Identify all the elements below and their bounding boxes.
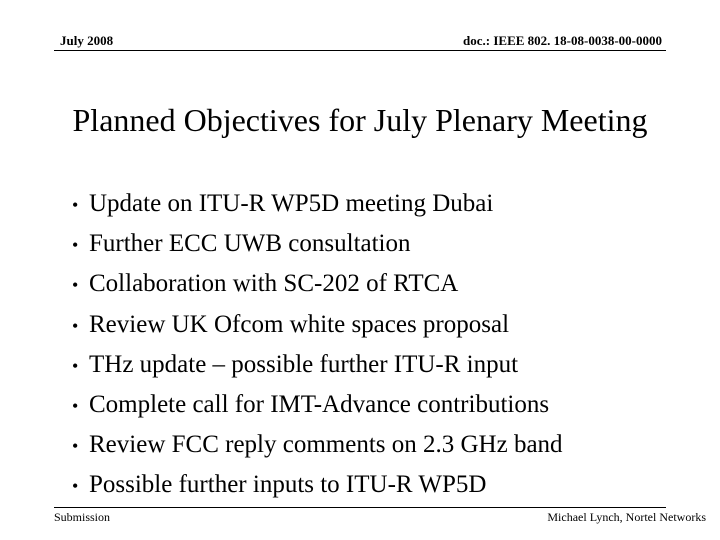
bullet-item	[72, 425, 563, 465]
bullet-icon: •	[72, 275, 79, 296]
footer-author: Michael Lynch, Nortel Networks	[547, 510, 706, 524]
bullet-text: Collaboration with SC-202 of RTCA	[89, 270, 459, 298]
bullet-icon: •	[72, 235, 79, 256]
bullet-item	[72, 465, 563, 505]
bullet-icon: •	[72, 476, 79, 497]
bullet-icon: •	[72, 355, 79, 376]
bullet-text: Review UK Ofcom white spaces proposal	[89, 310, 510, 338]
slide-title: Planned Objectives for July Plenary Meeting	[72, 102, 648, 138]
bullet-icon: •	[72, 436, 79, 457]
bullet-text: Complete call for IMT-Advance contributions	[89, 390, 550, 418]
header-date: July 2008	[60, 33, 114, 48]
bullet-text: Further ECC UWB consultation	[89, 230, 411, 258]
bullet-item	[72, 385, 563, 425]
bullet-item	[72, 305, 563, 345]
header-divider	[54, 50, 666, 51]
bullet-icon: •	[72, 395, 79, 416]
bullet-item	[72, 264, 563, 304]
bullet-text: THz update – possible further ITU-R input	[89, 350, 519, 378]
header-document-id: doc.: IEEE 802. 18-08-0038-00-0000	[463, 33, 662, 48]
bullet-icon: •	[72, 315, 79, 336]
bullet-text: Review FCC reply comments on 2.3 GHz band	[89, 431, 563, 459]
bullet-text: Possible further inputs to ITU-R WP5D	[89, 471, 487, 499]
footer-submission: Submission	[54, 510, 111, 524]
bullet-item	[72, 345, 563, 385]
footer-divider	[54, 507, 666, 508]
bullet-icon: •	[72, 195, 79, 215]
bullet-text: Update on ITU-R WP5D meeting Dubai	[89, 190, 494, 217]
bullet-list	[72, 184, 563, 506]
bullet-item	[72, 184, 563, 224]
bullet-item	[72, 224, 563, 264]
